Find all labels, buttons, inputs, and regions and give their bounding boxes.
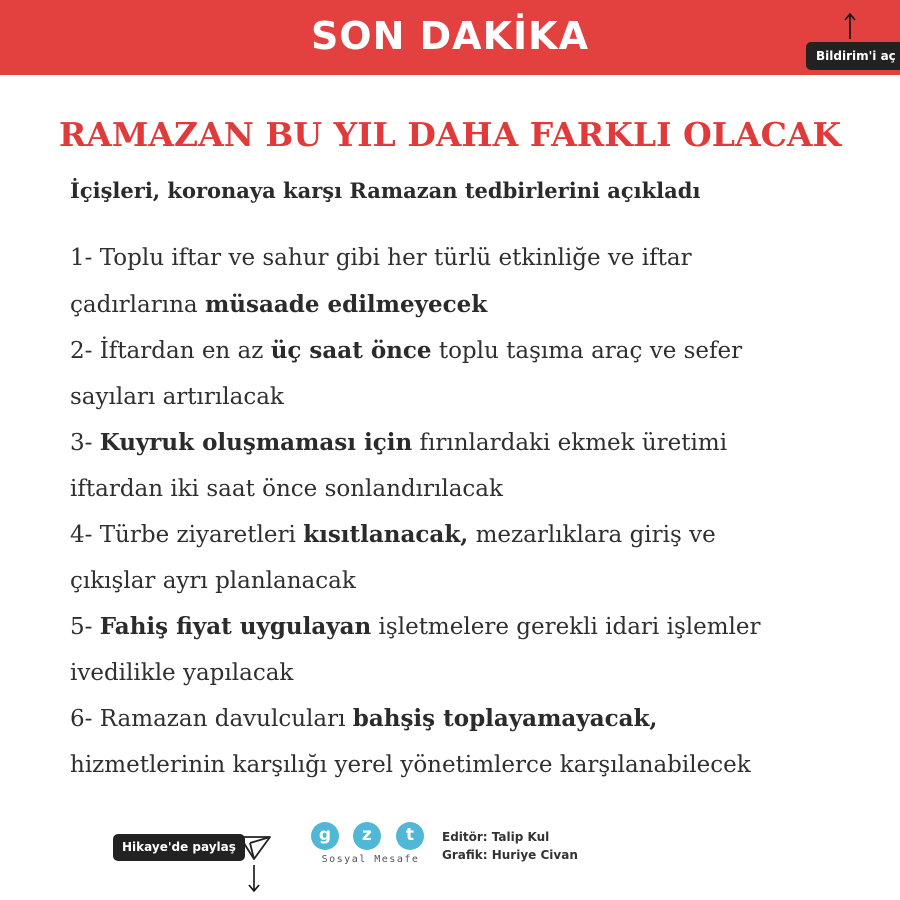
measure-1-line1 [70, 236, 860, 282]
measure-5-line2 [70, 651, 860, 697]
notification-button[interactable]: Bildirim'i aç [806, 42, 900, 70]
measure-emphasis: müsaade edilmeyecek [204, 290, 488, 318]
arrow-down-icon [247, 864, 261, 894]
headline: RAMAZAN BU YIL DAHA FARKLI OLACAK [58, 115, 842, 154]
measure-text: 3- [70, 430, 100, 456]
logo-letter-z: z [353, 822, 381, 850]
measure-6-line1 [70, 696, 860, 743]
measure-1-line2 [70, 282, 860, 329]
measure-emphasis: Fahiş fiyat uygulayan [99, 613, 372, 640]
measure-5-line1 [70, 604, 860, 651]
measure-text: 4- Türbe ziyaretleri [70, 522, 304, 548]
editor-credit: Editör: Talip Kul [442, 830, 550, 844]
measure-text: iftardan iki saat önce sonlandırılacak [70, 475, 503, 502]
send-icon[interactable] [238, 834, 272, 862]
measure-text: sayıları artırılacak [70, 383, 284, 410]
measure-2-line2 [70, 375, 860, 421]
measure-emphasis: kısıtlanacak, [303, 521, 469, 548]
measure-text: çıkışlar ayrı planlanacak [70, 567, 356, 594]
measure-emphasis: üç saat önce [270, 337, 432, 364]
graphic-credit: Grafik: Huriye Civan [442, 848, 578, 862]
measure-emphasis: Kuyruk oluşmaması için [99, 429, 413, 456]
measure-text: fırınlardaki ekmek üretimi [412, 430, 728, 456]
gzt-logo [308, 822, 433, 872]
share-story-button[interactable]: Hikaye'de paylaş [113, 834, 245, 861]
measure-text: ivedilikle yapılacak [70, 659, 294, 686]
logo-letter-g: g [311, 822, 339, 850]
measure-emphasis: bahşiş toplayamayacak, [352, 705, 658, 732]
measure-text: mezarlıklara giriş ve [468, 522, 716, 548]
measure-3-line2 [70, 467, 860, 513]
top-banner [0, 0, 900, 75]
measure-4-line2 [70, 559, 860, 605]
measure-text: toplu taşıma araç ve sefer [431, 338, 743, 364]
measure-4-line1 [70, 512, 860, 559]
measure-text: hizmetlerinin karşılığı yerel yönetimlerce karşılanabilecek [70, 751, 751, 778]
logo-tagline: Sosyal Mesafe [321, 854, 420, 865]
arrow-up-icon [843, 12, 857, 40]
measure-text: işletmelere gerekli idari işlemler [371, 614, 761, 640]
measure-3-line1 [70, 420, 860, 467]
measure-text: 1- Toplu iftar ve sahur gibi her türlü etkinliğe ve iftar [70, 245, 692, 271]
measure-list [70, 236, 860, 788]
measure-text: çadırlarına [70, 291, 205, 318]
credits [442, 828, 578, 864]
logo-letter-t: t [396, 822, 424, 850]
measure-2-line1 [70, 328, 860, 375]
banner-title: SON DAKİKA [310, 14, 590, 58]
measure-text: 5- [70, 614, 100, 640]
measure-text: 2- İftardan en az [70, 338, 271, 364]
subheadline: İçişleri, koronaya karşı Ramazan tedbirlerini açıkladı [70, 178, 701, 203]
measure-6-line2 [70, 743, 860, 789]
measure-text: 6- Ramazan davulcuları [70, 706, 353, 732]
